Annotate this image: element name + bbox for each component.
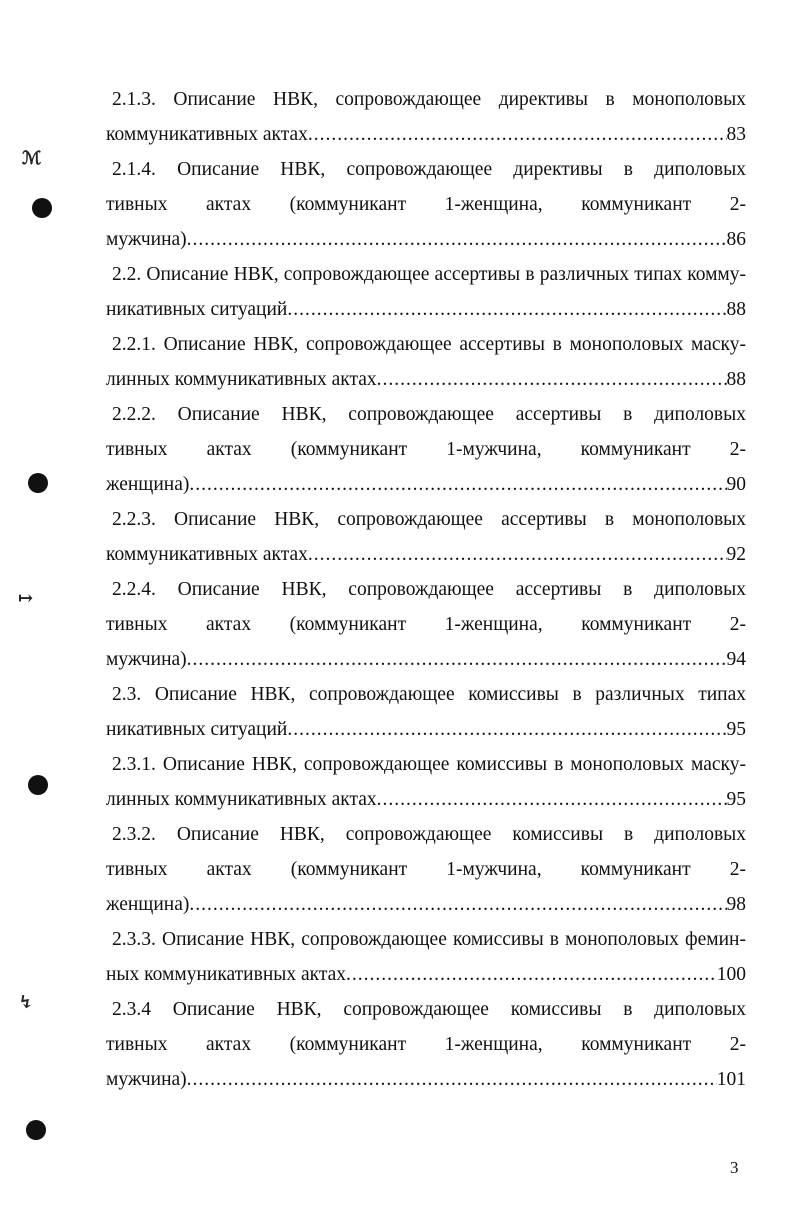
leader-dots bbox=[377, 362, 727, 397]
toc-entry-text: линных коммуникативных актах bbox=[106, 789, 377, 810]
toc-entry-page: 98 bbox=[726, 894, 746, 915]
leader-dots bbox=[189, 467, 726, 502]
toc-entry-text: женщина) bbox=[106, 474, 190, 495]
leader-dots bbox=[189, 887, 726, 922]
toc-entry bbox=[106, 817, 746, 922]
punch-hole bbox=[28, 473, 48, 493]
toc-entry-line: 2.3.4 Описание НВК, сопровождающее комиссивы в диполовых bbox=[112, 999, 746, 1020]
leader-dots bbox=[377, 782, 727, 817]
toc-entry bbox=[106, 82, 746, 152]
toc-entry-last-line bbox=[106, 537, 746, 572]
toc-entry bbox=[106, 922, 746, 992]
toc-entry-text: никативных ситуаций bbox=[106, 719, 288, 740]
toc-entry-line: 2.1.3. Описание НВК, сопровождающее директивы в монополовых bbox=[112, 89, 746, 110]
toc-entry-last-line bbox=[106, 292, 746, 327]
toc-entry-last-line bbox=[106, 117, 746, 152]
toc-entry-text: мужчина) bbox=[106, 229, 187, 250]
toc-entry bbox=[106, 572, 746, 677]
leader-dots bbox=[287, 292, 726, 327]
scan-mark-icon: ↯ bbox=[18, 992, 34, 1012]
toc-entry-page: 94 bbox=[726, 649, 746, 670]
toc-entry-line: тивных актах (коммуникант 1-мужчина, коммуникант 2- bbox=[106, 859, 746, 880]
leader-dots bbox=[187, 222, 727, 257]
toc-entry bbox=[106, 257, 746, 327]
toc-entry-page: 92 bbox=[726, 544, 746, 565]
toc-entry-text: линных коммуникативных актах bbox=[106, 369, 377, 390]
toc-entry-text: мужчина) bbox=[106, 649, 187, 670]
toc-entry-page: 86 bbox=[726, 229, 746, 250]
toc-entry-page: 95 bbox=[726, 789, 746, 810]
toc-entry-text: коммуникативных актах bbox=[106, 544, 308, 565]
toc-entry-line: 2.3.1. Описание НВК, сопровождающее комиссивы в монополовых маску- bbox=[112, 754, 746, 775]
toc-entry-last-line bbox=[106, 712, 746, 747]
toc-entry-line: 2.2.3. Описание НВК, сопровождающее ассертивы в монополовых bbox=[112, 509, 746, 530]
toc-entry-page: 83 bbox=[726, 124, 746, 145]
toc-entry-page: 88 bbox=[726, 299, 746, 320]
toc-entry-line: тивных актах (коммуникант 1-женщина, коммуникант 2- bbox=[106, 614, 746, 635]
toc-entry-last-line bbox=[106, 887, 746, 922]
leader-dots bbox=[287, 712, 726, 747]
toc-entry-line: 2.3.3. Описание НВК, сопровождающее комиссивы в монополовых фемин- bbox=[112, 929, 746, 950]
toc-entry-last-line bbox=[106, 957, 746, 992]
toc-entry-last-line bbox=[106, 642, 746, 677]
punch-hole bbox=[32, 198, 52, 218]
toc-entry-text: ных коммуникативных актах bbox=[106, 964, 347, 985]
toc-entry-line: тивных актах (коммуникант 1-мужчина, коммуникант 2- bbox=[106, 439, 746, 460]
toc-entry-page: 100 bbox=[716, 964, 746, 985]
toc-entry-line: тивных актах (коммуникант 1-женщина, коммуникант 2- bbox=[106, 194, 746, 215]
toc-entry bbox=[106, 747, 746, 817]
toc-entry-line: 2.2.4. Описание НВК, сопровождающее ассертивы в диполовых bbox=[112, 579, 746, 600]
scan-mark-icon: ↦ bbox=[18, 588, 34, 608]
toc-entry bbox=[106, 992, 746, 1097]
toc-entry-page: 90 bbox=[726, 474, 746, 495]
leader-dots bbox=[308, 537, 727, 572]
punch-hole bbox=[28, 775, 48, 795]
leader-dots bbox=[187, 1062, 717, 1097]
leader-dots bbox=[346, 957, 717, 992]
leader-dots bbox=[187, 642, 727, 677]
page-number: 3 bbox=[730, 1158, 739, 1177]
toc-entry-last-line bbox=[106, 222, 746, 257]
toc-entry bbox=[106, 327, 746, 397]
toc-entry bbox=[106, 677, 746, 747]
toc-entry-page: 95 bbox=[726, 719, 746, 740]
toc-entry-line: 2.1.4. Описание НВК, сопровождающее директивы в диполовых bbox=[112, 159, 746, 180]
toc-entry-line: 2.3.2. Описание НВК, сопровождающее комиссивы в диполовых bbox=[112, 824, 746, 845]
toc-entry-text: никативных ситуаций bbox=[106, 299, 288, 320]
toc-entry-line: 2.3. Описание НВК, сопровождающее комиссивы в различных типах bbox=[112, 684, 746, 705]
toc-entry-line: 2.2. Описание НВК, сопровождающее ассертивы в различных типах комму- bbox=[112, 264, 746, 285]
toc-entry-page: 101 bbox=[716, 1069, 746, 1090]
toc-entry-text: коммуникативных актах bbox=[106, 124, 308, 145]
punch-hole bbox=[26, 1120, 46, 1140]
toc-entry-page: 88 bbox=[726, 369, 746, 390]
leader-dots bbox=[308, 117, 727, 152]
toc-entry-line: тивных актах (коммуникант 1-женщина, коммуникант 2- bbox=[106, 1034, 746, 1055]
table-of-contents bbox=[106, 82, 746, 1097]
toc-entry-text: мужчина) bbox=[106, 1069, 187, 1090]
toc-entry-last-line bbox=[106, 467, 746, 502]
scan-mark-icon: ℳ bbox=[22, 148, 42, 168]
toc-entry-last-line bbox=[106, 782, 746, 817]
toc-entry-line: 2.2.2. Описание НВК, сопровождающее ассертивы в диполовых bbox=[112, 404, 746, 425]
toc-entry-last-line bbox=[106, 1062, 746, 1097]
toc-entry bbox=[106, 502, 746, 572]
toc-entry bbox=[106, 152, 746, 257]
toc-entry-line: 2.2.1. Описание НВК, сопровождающее ассертивы в монополовых маску- bbox=[112, 334, 746, 355]
toc-entry-last-line bbox=[106, 362, 746, 397]
toc-entry-text: женщина) bbox=[106, 894, 190, 915]
toc-entry bbox=[106, 397, 746, 502]
